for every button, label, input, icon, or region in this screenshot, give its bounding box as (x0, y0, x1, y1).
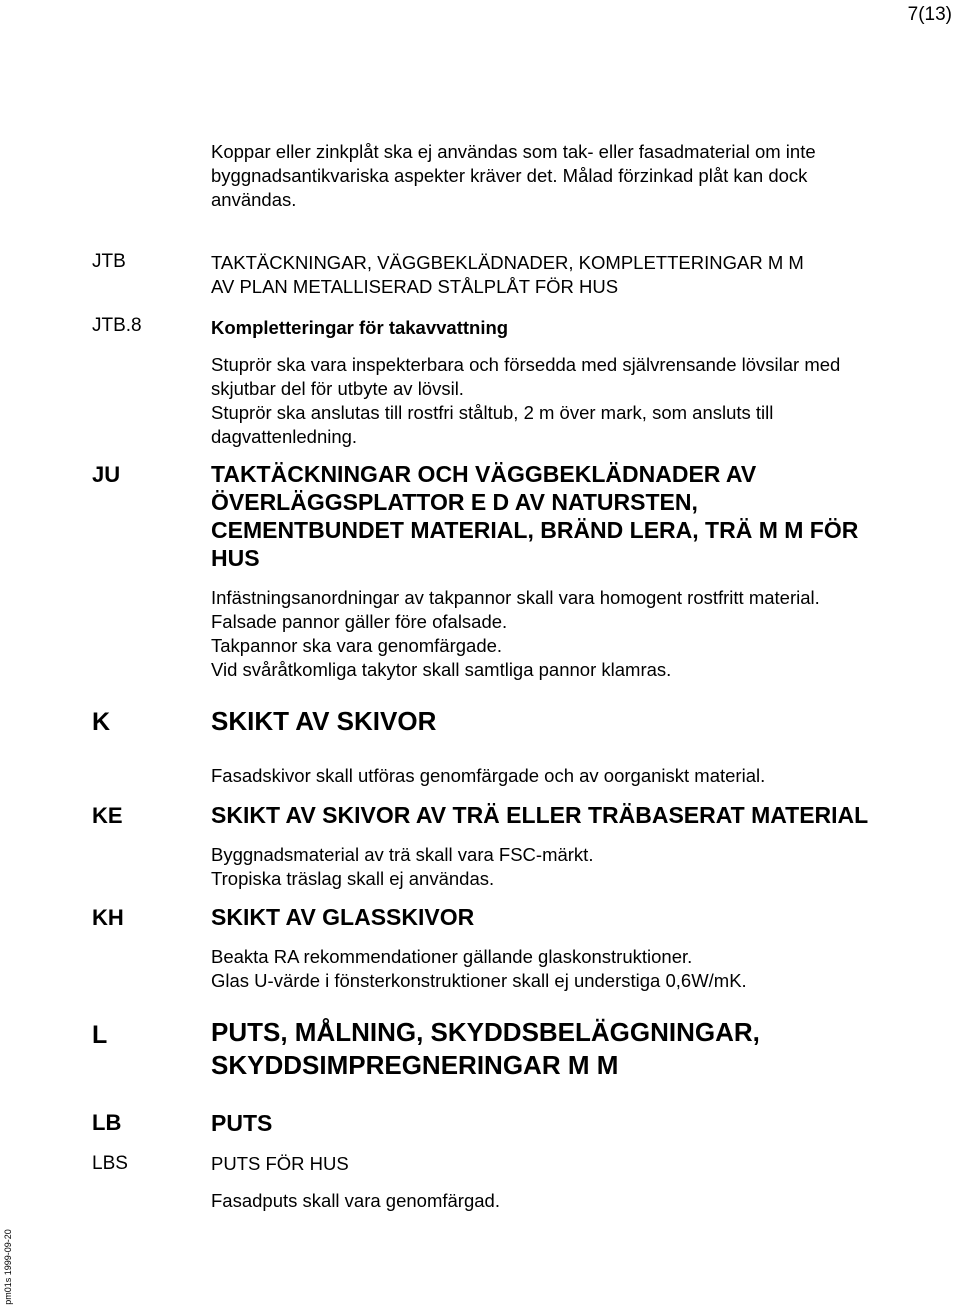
section-title-lb: PUTS (211, 1110, 273, 1136)
section-code-lbs: LBS (92, 1153, 128, 1174)
section-title-jtb8: Kompletteringar för takavvattning (211, 317, 509, 338)
section-text-kh (211, 945, 747, 993)
intro-paragraph (211, 140, 816, 212)
section-title-kh: SKIKT AV GLASSKIVOR (211, 904, 475, 930)
section-code-lb: LB (92, 1110, 122, 1135)
text-line: Beakta RA rekommendationer gällande glaskonstruktioner. (211, 946, 693, 967)
section-code-jtb8: JTB.8 (92, 315, 142, 336)
section-title-ju (211, 460, 858, 572)
text-line: Tropiska träslag skall ej användas. (211, 868, 495, 889)
text-line: dagvattenledning. (211, 426, 358, 447)
section-text-ju (211, 586, 820, 682)
title-line: CEMENTBUNDET MATERIAL, BRÄND LERA, TRÄ M M FÖR (211, 517, 859, 543)
side-note: pm01s 1999-09-20 (2, 1229, 13, 1305)
section-code-ju: JU (92, 462, 121, 487)
title-line: TAKTÄCKNINGAR, VÄGGBEKLÄDNADER, KOMPLETTERINGAR M M (211, 252, 804, 273)
title-line: ÖVERLÄGGSPLATTOR E D AV NATURSTEN, (211, 489, 698, 515)
page-number: 7(13) (907, 4, 952, 25)
section-text-lbs: Fasadputs skall vara genomfärgad. (211, 1190, 500, 1211)
section-title-lbs: PUTS FÖR HUS (211, 1153, 349, 1174)
title-line: AV PLAN METALLISERAD STÅLPLÅT FÖR HUS (211, 276, 619, 297)
title-line: TAKTÄCKNINGAR OCH VÄGGBEKLÄDNADER AV (211, 461, 757, 487)
text-line: skjutbar del för utbyte av lövsil. (211, 378, 464, 399)
title-line: SKYDDSIMPREGNERINGAR M M (211, 1050, 619, 1080)
intro-line: användas. (211, 189, 297, 210)
title-line: PUTS, MÅLNING, SKYDDSBELÄGGNINGAR, (211, 1017, 760, 1047)
text-line: Stuprör ska vara inspekterbara och försedda med självrensande lövsilar med (211, 354, 841, 375)
section-title-ke: SKIKT AV SKIVOR AV TRÄ ELLER TRÄBASERAT MATERIAL (211, 802, 869, 828)
text-line: Takpannor ska vara genomfärgade. (211, 635, 503, 656)
text-line: Byggnadsmaterial av trä skall vara FSC-märkt. (211, 844, 594, 865)
section-text-jtb8 (211, 353, 840, 449)
text-line: Falsade pannor gäller före ofalsade. (211, 611, 508, 632)
section-text-ke (211, 843, 593, 891)
section-code-l: L (92, 1021, 108, 1049)
section-code-k: K (92, 708, 111, 736)
section-code-ke: KE (92, 803, 123, 828)
text-line: Glas U-värde i fönsterkonstruktioner skall ej understiga 0,6W/mK. (211, 970, 747, 991)
intro-line: Koppar eller zinkplåt ska ej användas som tak- eller fasadmaterial om inte (211, 141, 816, 162)
intro-line: byggnadsantikvariska aspekter kräver det. Målad förzinkad plåt kan dock (211, 165, 808, 186)
title-line: HUS (211, 545, 260, 571)
text-line: Stuprör ska anslutas till rostfri ståltub, 2 m över mark, som ansluts till (211, 402, 774, 423)
text-line: Infästningsanordningar av takpannor skall vara homogent rostfritt material. (211, 587, 820, 608)
section-code-kh: KH (92, 905, 124, 930)
text-line: Vid svåråtkomliga takytor skall samtliga pannor klamras. (211, 659, 672, 680)
section-title-jtb (211, 251, 804, 299)
section-title-l (211, 1016, 760, 1082)
section-text-k: Fasadskivor skall utföras genomfärgade och av oorganiskt material. (211, 765, 766, 786)
section-code-jtb: JTB (92, 251, 126, 272)
section-title-k: SKIKT AV SKIVOR (211, 706, 437, 736)
